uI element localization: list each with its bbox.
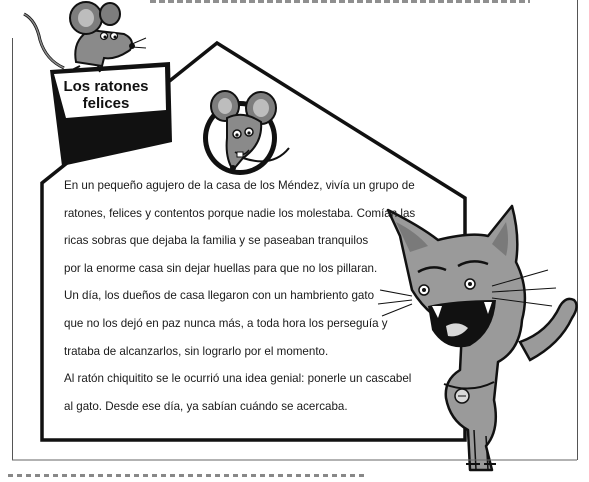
story-line: Al ratón chiquitito se le ocurrió una idea genial: ponerle un cascabel [64, 372, 412, 386]
cut-bottom-line [8, 474, 368, 477]
mouse-icon [24, 2, 146, 72]
story-title-line-1: Los ratones [63, 78, 149, 95]
story-line: que no los dejó en paz nunca más, a toda hora los perseguía y [64, 316, 388, 330]
story-line: Un día, los dueños de casa llegaron con un hambriento gato [64, 289, 375, 303]
story-line: En un pequeño agujero de la casa de los Méndez, vivía un grupo de [64, 179, 415, 192]
story-title [56, 78, 156, 112]
story-title-line-2: felices [82, 95, 130, 112]
story-line: por la enorme casa sin dejar huellas para que no los pillaran. [64, 261, 378, 275]
story-line: al gato. Desde ese día, ya sabían cuándo se acercaba. [64, 399, 348, 413]
story-line: trataba de alcanzarlos, sin lograrlo por el momento. [64, 344, 329, 358]
story-line: ricas sobras que dejaba la familia y se paseaban tranquilos [64, 234, 369, 248]
story-text [64, 176, 444, 424]
bell-icon [455, 389, 469, 403]
story-line: ratones, felices y contentos porque nadie los molestaba. Comían las [64, 206, 416, 220]
